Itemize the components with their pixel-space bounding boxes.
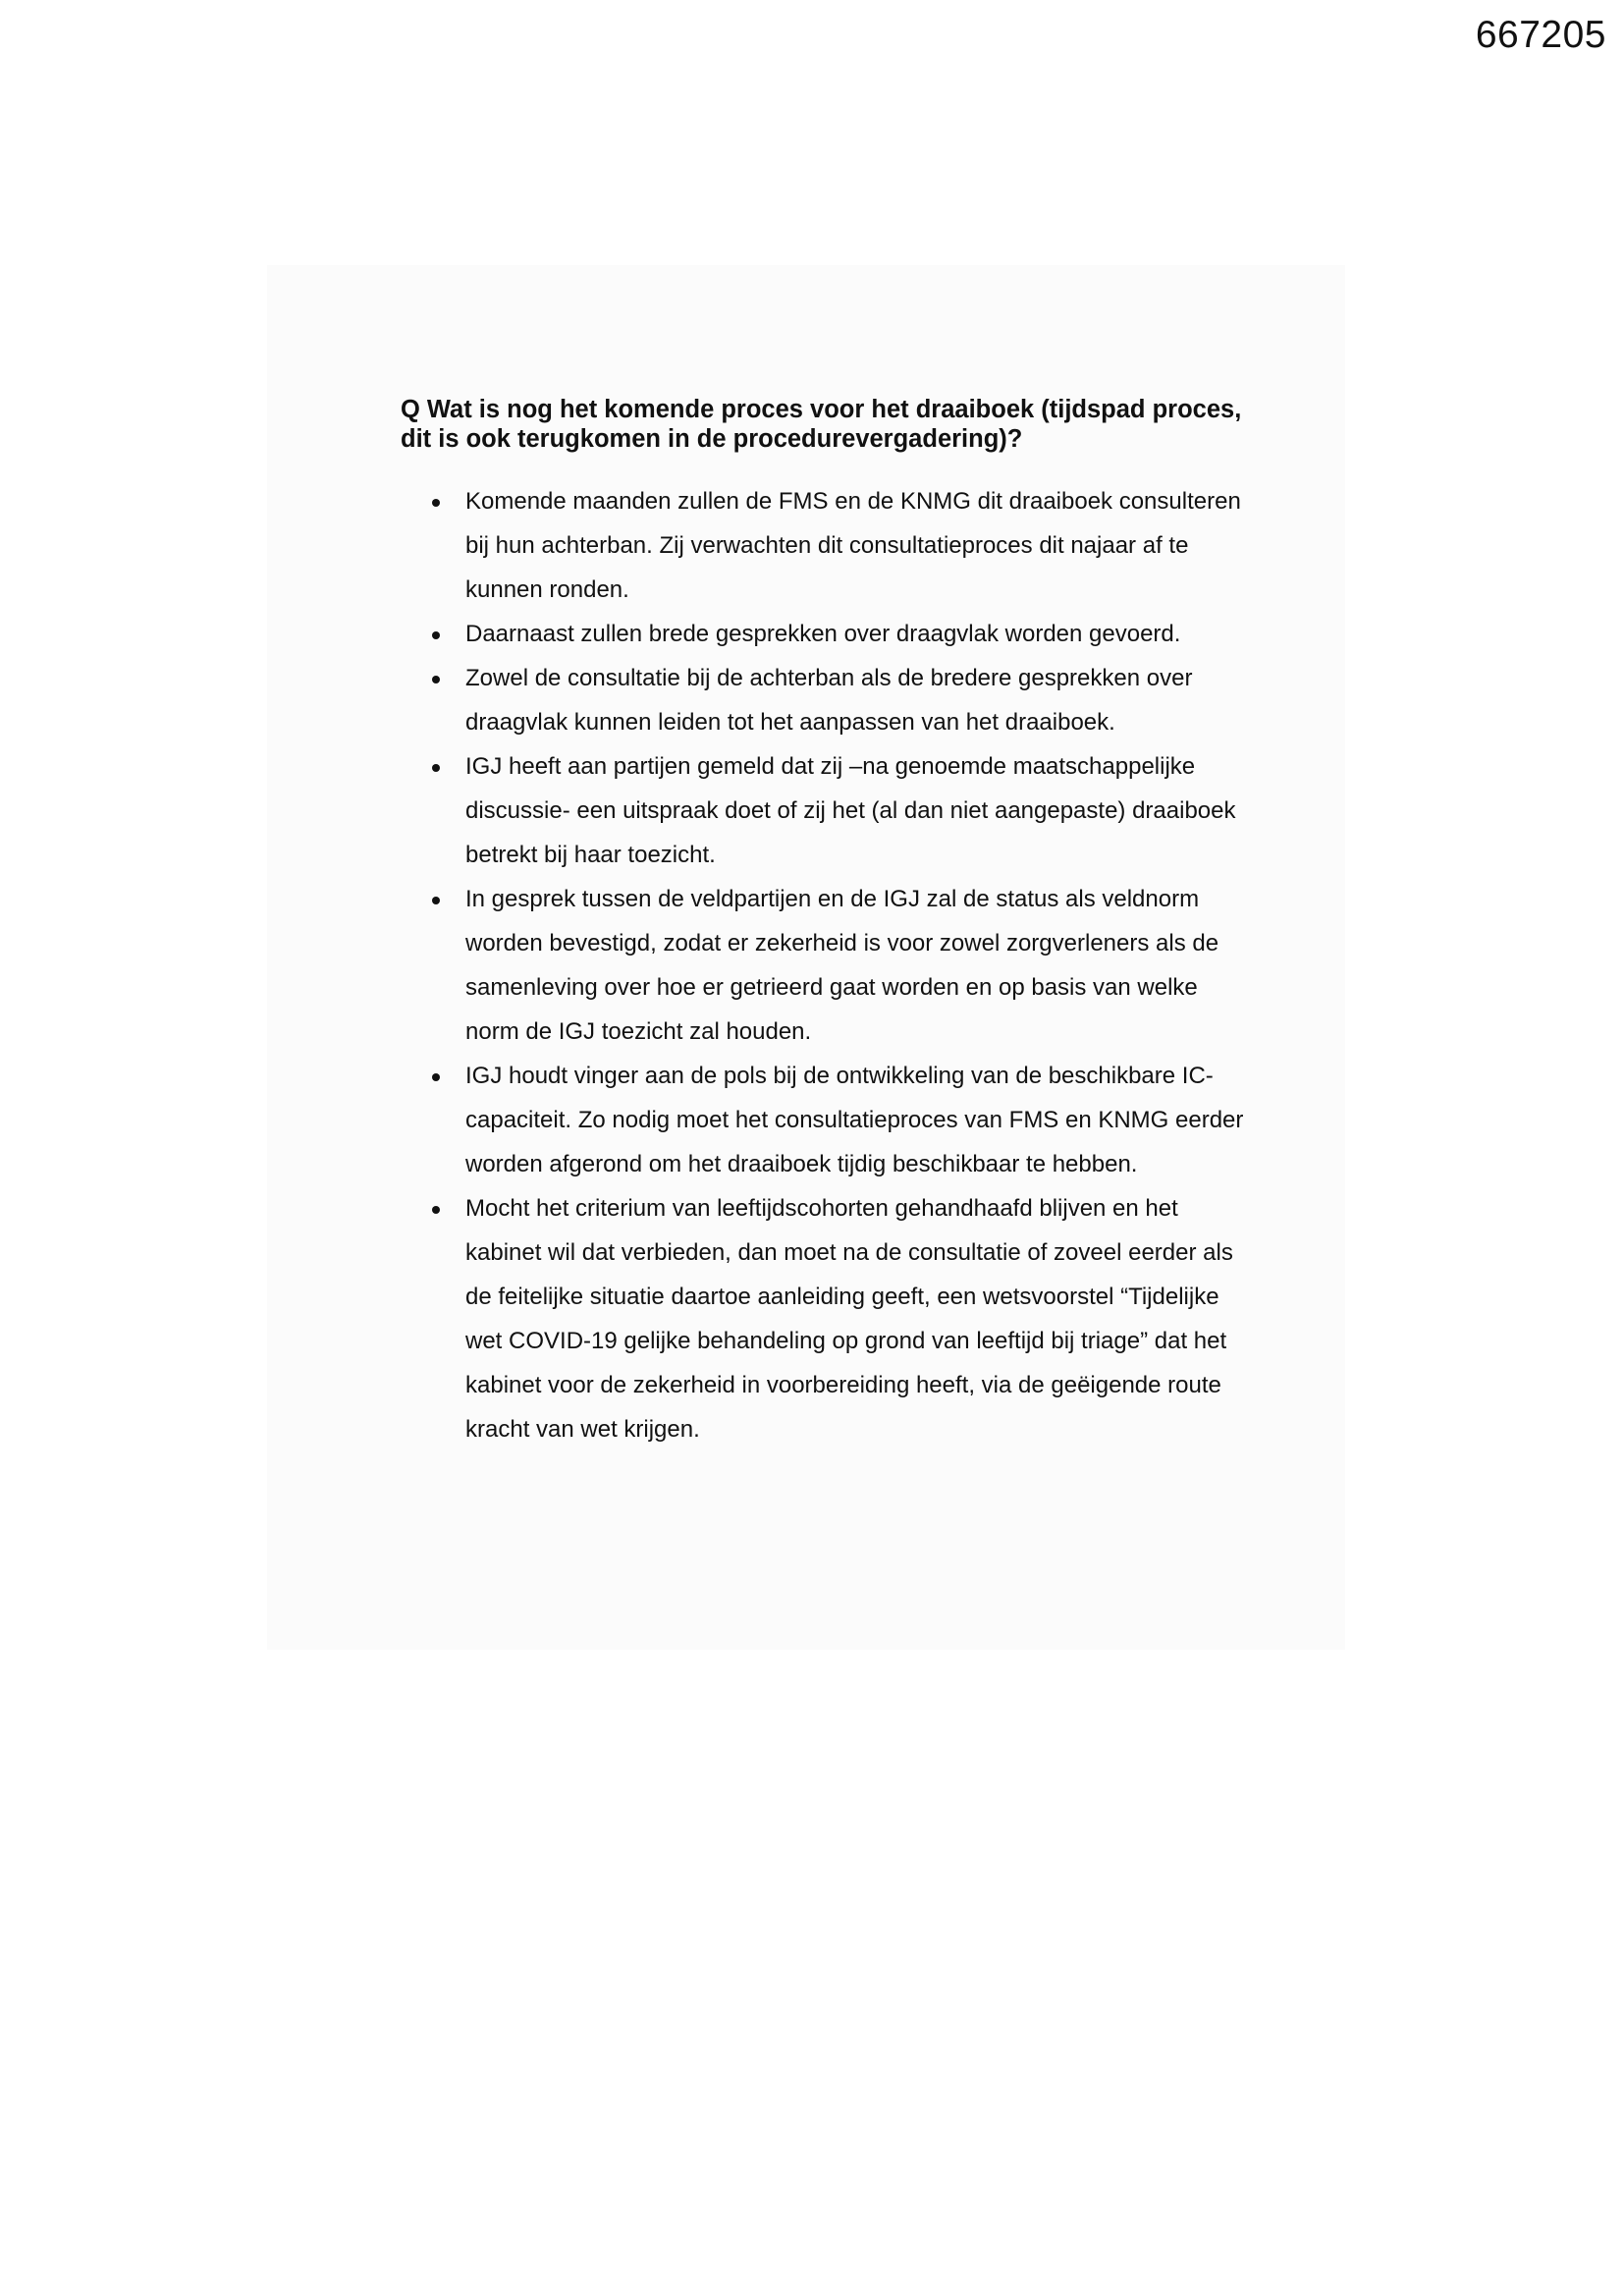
bullet-icon (432, 499, 440, 507)
list-item-text: Komende maanden zullen de FMS en de KNMG dit draaiboek consulteren bij hun achterban. Zij verwachten dit consultatieproces dit najaar af te kunnen ronden. (465, 488, 1241, 603)
list-item (401, 1054, 1245, 1186)
list-item-text: Mocht het criterium van leeftijdscohorten gehandhaafd blijven en het kabinet wil dat verbieden, dan moet na de consultatie of zoveel eerder als de feitelijke situatie daartoe aanleiding geeft, een wetsvoorstel “Tijdelijke wet COVID-19 gelijke behandeling op grond van leeftijd bij triage” dat het kabinet voor de zekerheid in voorbereiding heeft, via de geëigende route kracht van wet krijgen. (465, 1195, 1233, 1443)
list-item-text: Daarnaast zullen brede gesprekken over draagvlak worden gevoerd. (465, 621, 1181, 647)
bullet-icon (432, 897, 440, 904)
list-item (401, 612, 1245, 656)
bullet-icon (432, 764, 440, 772)
bullet-icon (432, 631, 440, 639)
bullet-icon (432, 1206, 440, 1214)
list-item-text: IGJ heeft aan partijen gemeld dat zij –na genoemde maatschappelijke discussie- een uitspraak doet of zij het (al dan niet aangepaste) draaiboek betrekt bij haar toezicht. (465, 753, 1236, 868)
bullet-icon (432, 1073, 440, 1081)
bullet-icon (432, 676, 440, 683)
list-item-text: IGJ houdt vinger aan de pols bij de ontwikkeling van de beschikbare IC-capaciteit. Zo nodig moet het consultatieproces van FMS en KNMG eerder worden afgerond om het draaiboek tijdig beschikbaar te hebben. (465, 1063, 1244, 1177)
question-heading: Q Wat is nog het komende proces voor het draaiboek (tijdspad proces, dit is ook terugkomen in de procedurevergadering)? (401, 396, 1242, 453)
list-item-text: Zowel de consultatie bij de achterban als de bredere gesprekken over draagvlak kunnen leiden tot het aanpassen van het draaiboek. (465, 665, 1193, 736)
list-item (401, 1186, 1245, 1451)
list-item (401, 744, 1245, 877)
document-body (401, 395, 1245, 1451)
list-item (401, 877, 1245, 1054)
document-id: 667205 (1475, 14, 1606, 56)
answer-bullet-list (401, 479, 1245, 1451)
list-item (401, 656, 1245, 744)
list-item (401, 479, 1245, 612)
list-item-text: In gesprek tussen de veldpartijen en de IGJ zal de status als veldnorm worden bevestigd, zodat er zekerheid is voor zowel zorgverleners als de samenleving over hoe er getrieerd gaat worden en op basis van welke norm de IGJ toezicht zal houden. (465, 886, 1219, 1045)
